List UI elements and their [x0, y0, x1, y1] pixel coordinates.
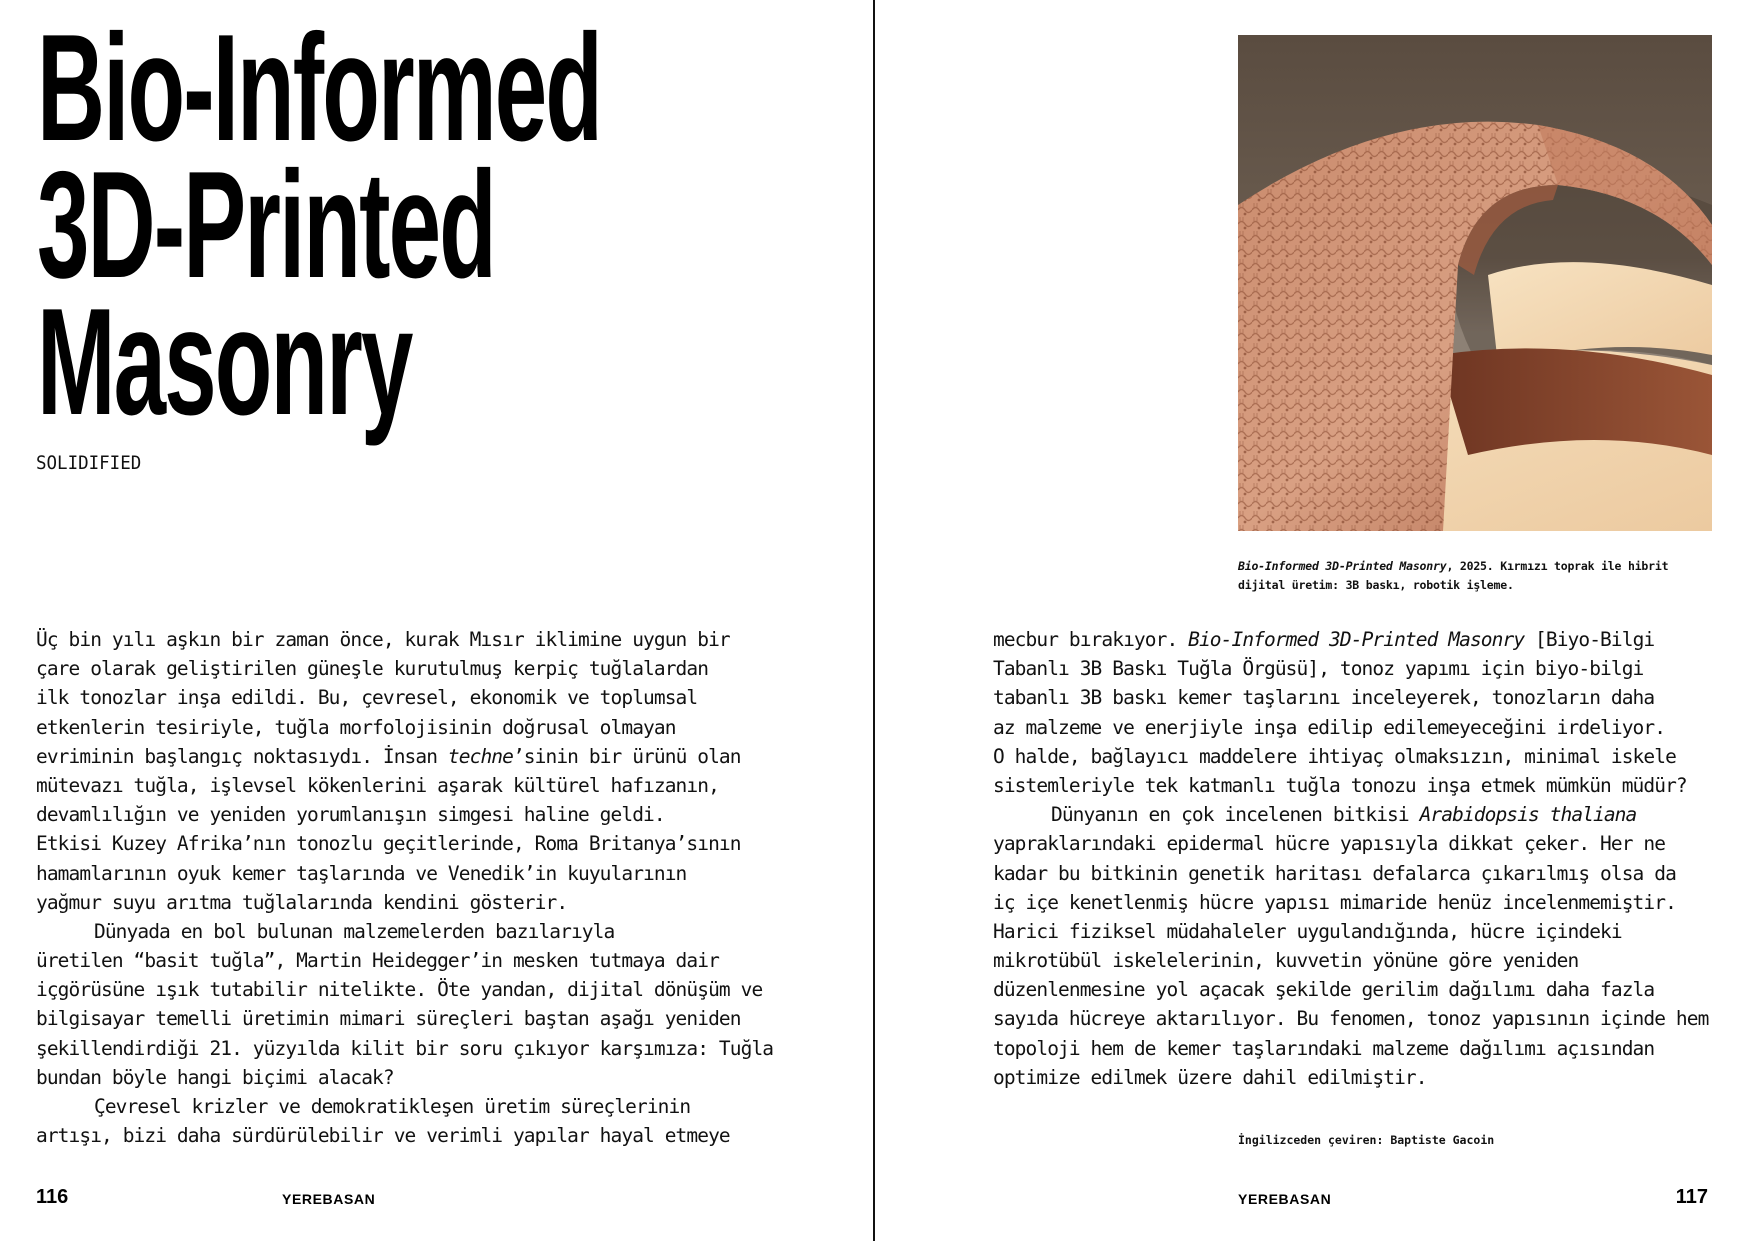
page-number: 116: [36, 1186, 69, 1208]
body-text-line: optimize edilmek üzere dahil edilmiştir.: [993, 1065, 1427, 1089]
body-text-line: [993, 800, 1708, 829]
text-run: Dünyanın en çok incelenen bitkisi: [1051, 803, 1420, 827]
body-text-line: iç içe kenetlenmiş hücre yapısı mimaride henüz incelenmemiştir.: [993, 890, 1676, 914]
body-text-line: ilk tonozlar inşa edildi. Bu, çevresel, ekonomik ve toplumsal: [36, 686, 698, 710]
body-text-line: bundan böyle hangi biçimi alacak?: [36, 1065, 394, 1089]
right-page: [875, 0, 1748, 1241]
italic-text-run: techne: [447, 744, 513, 768]
body-text-line: topoloji hem de kemer taşlarındaki malzeme dağılımı açısından: [993, 1036, 1655, 1060]
figure-caption: [1238, 557, 1708, 595]
body-text-line: kadar bu bitkinin genetik haritası defalarca çıkarılmış olsa da: [993, 861, 1676, 885]
body-text-line: Etkisi Kuzey Afrika’nın tonozlu geçitlerinde, Roma Britanya’sının: [36, 832, 741, 856]
body-text-line: az malzeme ve enerjiyle inşa edilip edilemeyeceğini irdeliyor.: [993, 715, 1666, 739]
body-text-right: [993, 625, 1708, 1092]
body-text-line: içgörüsüne ışık tutabilir nitelikte. Öte yandan, dijital dönüşüm ve: [36, 978, 763, 1002]
body-text-left: [36, 625, 773, 1150]
body-text-line: yağmur suyu arıtma tuğlalarında kendini gösterir.: [36, 890, 568, 914]
body-text-line: Dünyada en bol bulunan malzemelerden bazılarıyla: [94, 919, 615, 943]
running-head: YEREBASAN: [1238, 1191, 1332, 1207]
body-text-line: [993, 625, 1708, 654]
article-subtitle: SOLIDIFIED: [36, 452, 142, 474]
body-text-line: yapraklarındaki epidermal hücre yapısıyla dikkat çeker. Her ne: [993, 832, 1666, 856]
caption-details-line2: dijital üretim: 3B baskı, robotik işleme.: [1238, 578, 1514, 592]
body-text-line: Tabanlı 3B Baskı Tuğla Örgüsü], tonoz yapımı için biyo-bilgi: [993, 657, 1644, 681]
title-line: Masonry: [37, 277, 412, 447]
body-text-line: artışı, bizi daha sürdürülebilir ve verimli yapılar hayal etmeye: [36, 1124, 730, 1148]
body-text-line: Çevresel krizler ve demokratikleşen üretim süreçlerinin: [94, 1095, 691, 1118]
body-text-line: mütevazı tuğla, işlevsel kökenlerini aşarak kültürel hafızanın,: [36, 773, 719, 797]
body-text-line: devamlılığın ve yeniden yorumlanışın simgesi haline geldi.: [36, 803, 665, 827]
page-number: 117: [1675, 1186, 1708, 1208]
text-run: mecbur bırakıyor.: [993, 628, 1189, 651]
body-text-line: mikrotübül iskelelerinin, kuvvetin yönüne göre yeniden: [993, 949, 1579, 973]
body-text-line: şekillendirdiği 21. yüzyılda kilit bir soru çıkıyor karşımıza: Tuğla: [36, 1036, 774, 1060]
italic-text-run: Arabidopsis thaliana: [1419, 803, 1637, 827]
title-line: 3D-Printed: [37, 140, 495, 310]
running-head: YEREBASAN: [282, 1191, 376, 1207]
vault-photo-illustration: [1238, 35, 1712, 531]
text-run: [Biyo-Bilgi: [1524, 628, 1655, 651]
text-run: evriminin başlangıç noktasıydı. İnsan: [36, 744, 448, 768]
body-text-line: Üç bin yılı aşkın bir zaman önce, kurak Mısır iklimine uygun bir: [36, 628, 730, 651]
body-text-line: tabanlı 3B baskı kemer taşlarını inceleyerek, tonozların daha: [993, 686, 1655, 710]
body-text-line: bilgisayar temelli üretimin mimari süreçleri baştan aşağı yeniden: [36, 1007, 741, 1031]
body-text-line: Harici fiziksel müdahaleler uygulandığında, hücre içindeki: [993, 919, 1622, 943]
body-text-line: O halde, bağlayıcı maddelere ihtiyaç olmaksızın, minimal iskele: [993, 744, 1676, 768]
body-text-line: sayıda hücreye aktarılıyor. Bu fenomen, tonoz yapısının içinde hem: [993, 1007, 1709, 1031]
body-text-line: [36, 742, 773, 771]
body-text-line: çare olarak geliştirilen güneşle kurutulmuş kerpiç tuğlalardan: [36, 657, 709, 681]
body-text-line: hamamlarının oyuk kemer taşlarında ve Venedik’in kuyularının: [36, 861, 687, 885]
translator-credit: İngilizceden çeviren: Baptiste Gacoin: [1238, 1133, 1495, 1147]
body-text-line: etkenlerin tesiriyle, tuğla morfolojisinin doğrusal olmayan: [36, 715, 676, 739]
body-text-line: üretilen “basit tuğla”, Martin Heidegger’in mesken tutmaya dair: [36, 949, 719, 973]
body-text-line: düzenlenmesine yol açacak şekilde gerilim dağılımı daha fazla: [993, 978, 1655, 1002]
title-line: Bio-Informed: [37, 3, 602, 173]
figure-photo: [1238, 35, 1712, 531]
caption-work-title: Bio-Informed 3D-Printed Masonry: [1238, 559, 1447, 573]
article-title: [37, 3, 602, 447]
body-text-line: sistemleriyle tek katmanlı tuğla tonozu inşa etmek mümkün müdür?: [993, 773, 1687, 797]
italic-text-run: Bio-Informed 3D-Printed Masonry: [1188, 628, 1525, 651]
left-page: [0, 0, 873, 1241]
caption-details: , 2025. Kırmızı toprak ile hibrit: [1446, 559, 1669, 573]
text-run: ’sinin bir ürünü olan: [512, 744, 741, 768]
